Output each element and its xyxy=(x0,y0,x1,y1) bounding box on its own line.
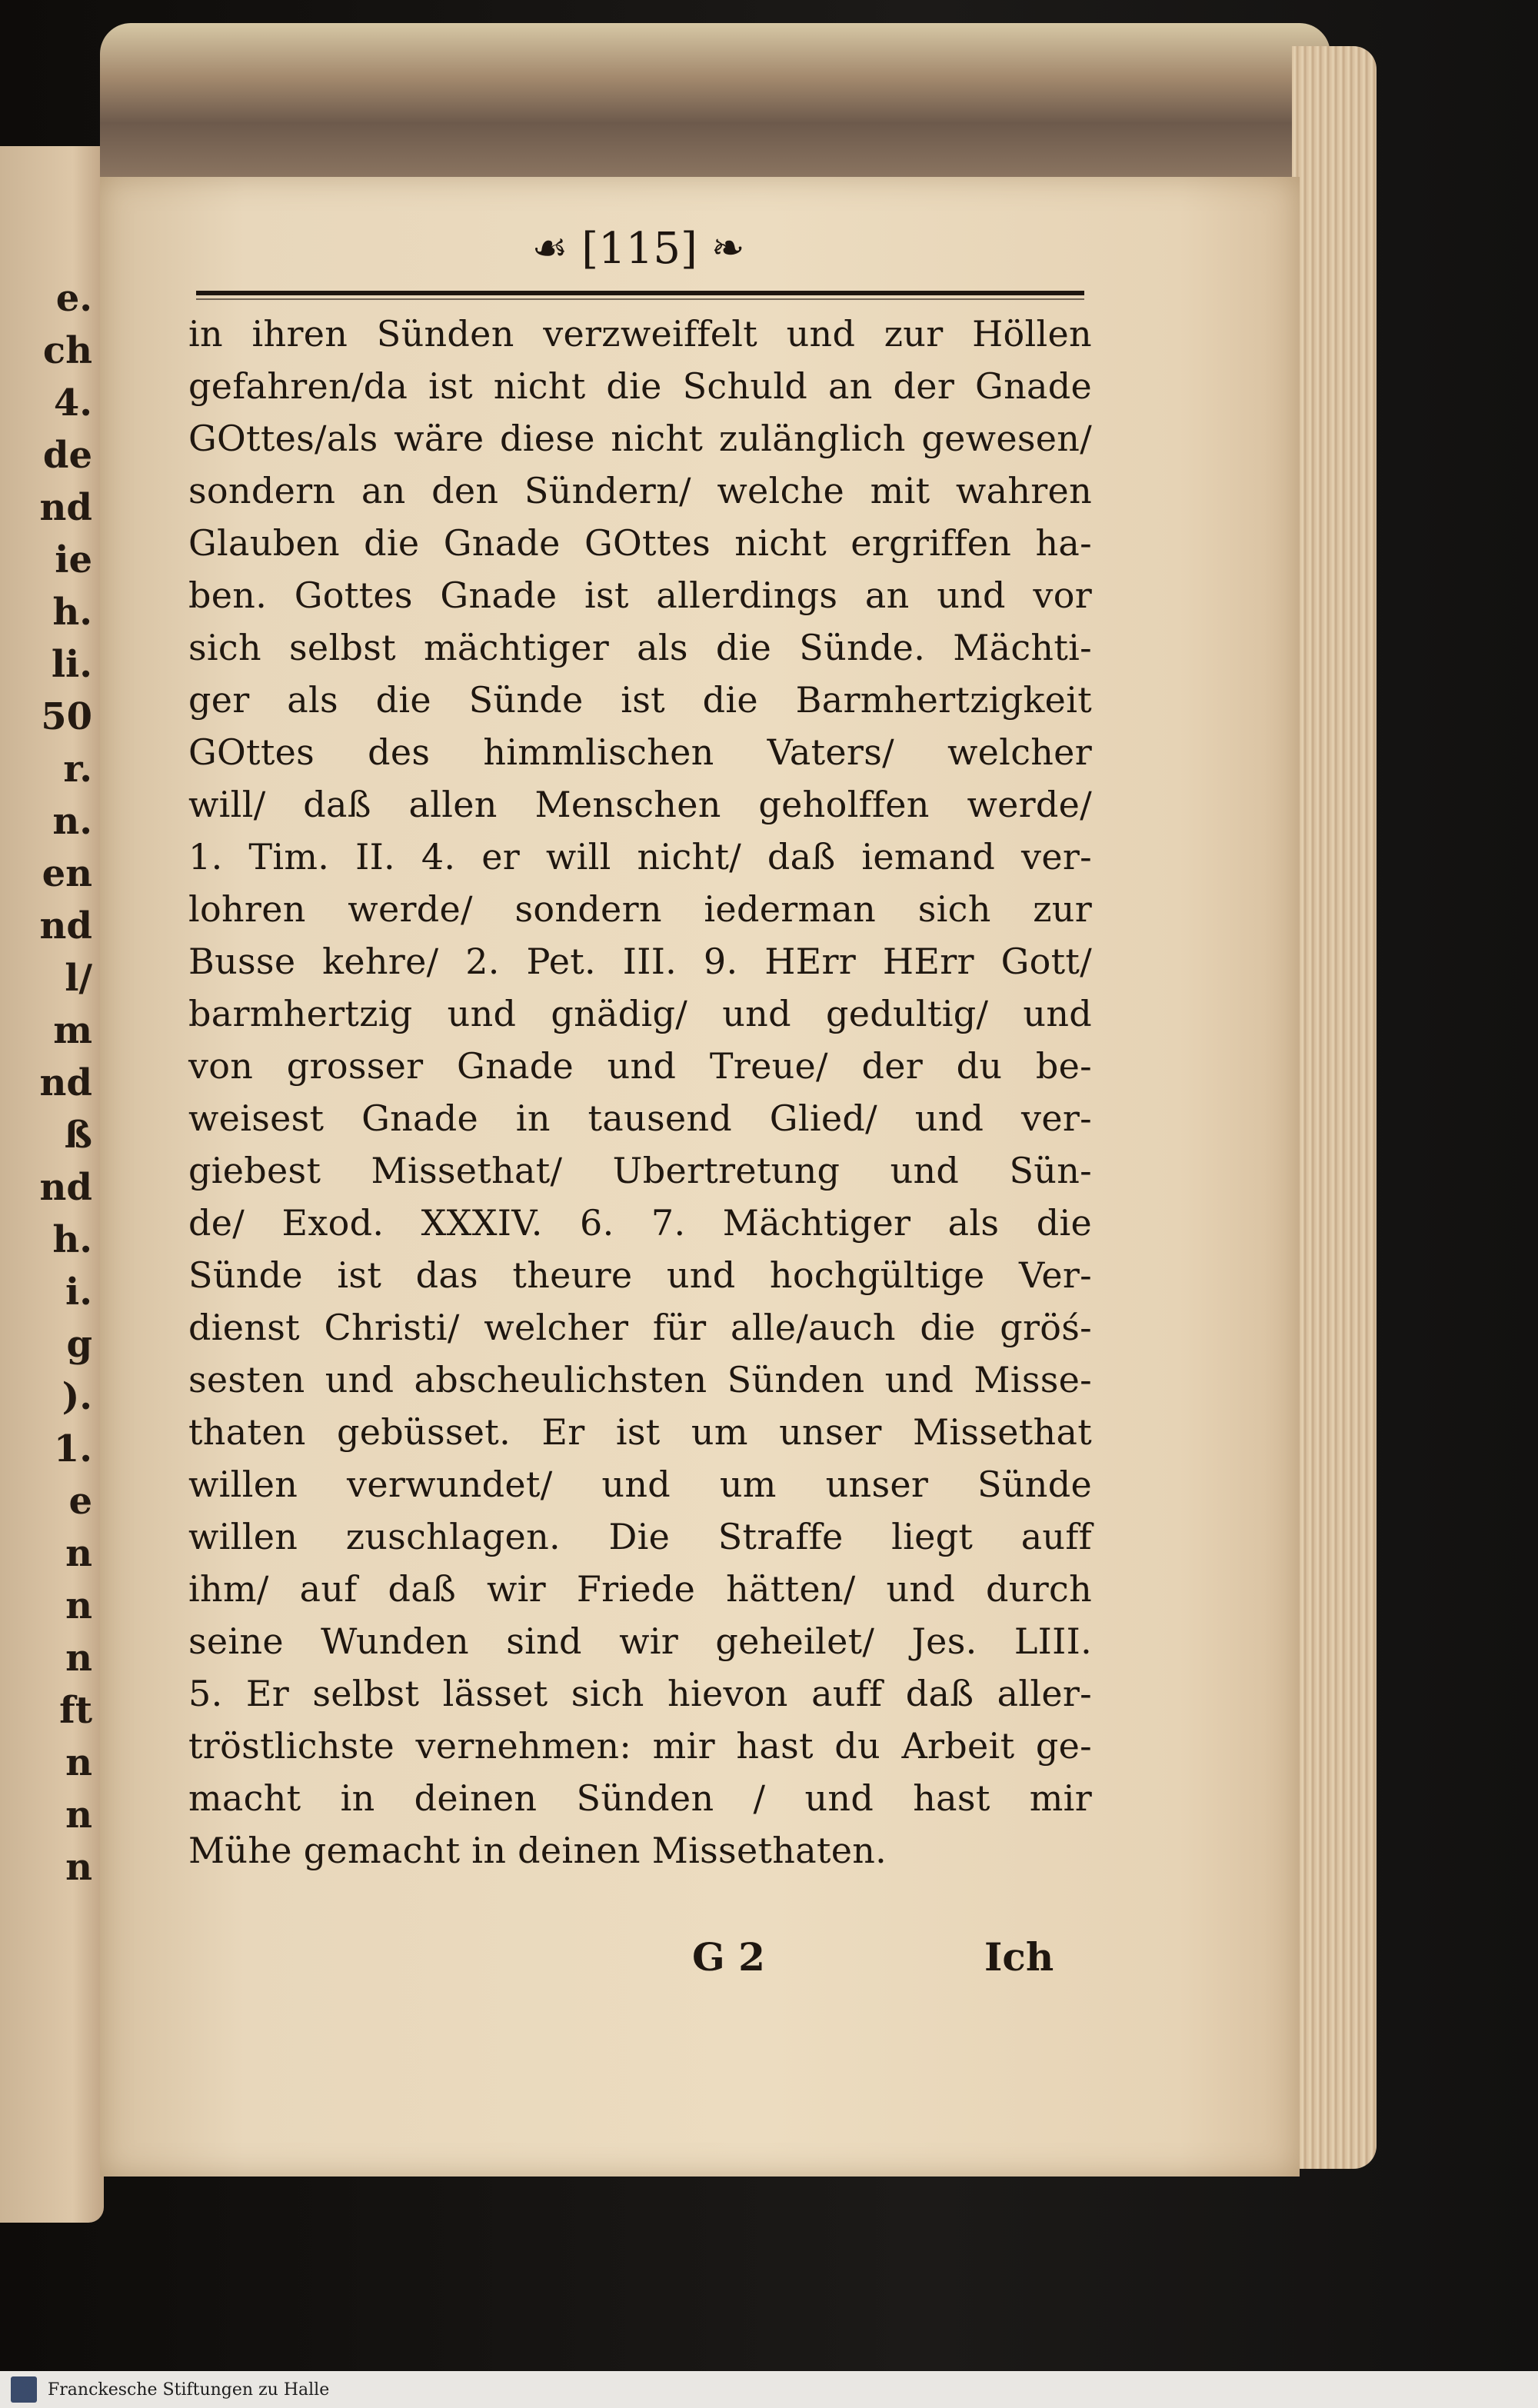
text-line: 5. Er selbst lässet sich hievon auff daß aller- xyxy=(188,1673,1092,1714)
facing-page-fragment: n xyxy=(65,1794,92,1837)
text-line: Sünde ist das theure und hochgültige Ver- xyxy=(188,1254,1092,1296)
facing-page-fragment: n xyxy=(65,1584,92,1627)
facing-page-fragment: nd xyxy=(39,1166,92,1209)
facing-page-fragment: nd xyxy=(39,1061,92,1104)
text-line: tröstlichste vernehmen: mir hast du Arbeit ge- xyxy=(188,1725,1092,1767)
facing-page-left xyxy=(0,146,104,2223)
facing-page-fragment: 4. xyxy=(53,381,92,425)
facing-page-fragment: ie xyxy=(55,538,92,581)
facing-page-fragment: l/ xyxy=(65,957,92,1000)
text-line: sesten und abscheulichsten Sünden und Misse- xyxy=(188,1359,1092,1401)
facing-page-fragment: i. xyxy=(65,1271,92,1314)
facing-page-fragment: ). xyxy=(62,1375,92,1418)
text-line: seine Wunden sind wir geheilet/ Jes. LIII. xyxy=(188,1620,1092,1662)
text-line: GOttes/als wäre diese nicht zulänglich gewesen/ xyxy=(188,418,1092,459)
catchword: Ich xyxy=(984,1934,1054,1980)
text-line: weisest Gnade in tausend Glied/ und ver- xyxy=(188,1097,1092,1139)
fleuron-right-icon: ❧ xyxy=(711,225,745,271)
facing-page-fragment: n xyxy=(65,1532,92,1575)
facing-page-fragment: n xyxy=(65,1846,92,1889)
facing-page-fragment: e xyxy=(68,1480,92,1523)
signature-mark: G 2 xyxy=(692,1934,765,1980)
text-line: willen verwundet/ und um unser Sünde xyxy=(188,1464,1092,1505)
facing-page-fragment: de xyxy=(42,434,92,477)
facing-page-fragment: en xyxy=(42,852,92,895)
institution-logo-icon xyxy=(11,2376,37,2403)
facing-page-fragment: h. xyxy=(52,1218,92,1261)
text-line: macht in deinen Sünden / und hast mir xyxy=(188,1777,1092,1819)
text-line: thaten gebüsset. Er ist um unser Missethat xyxy=(188,1411,1092,1453)
facing-page-fragment: g xyxy=(66,1323,92,1366)
text-line: sich selbst mächtiger als die Sünde. Mächti- xyxy=(188,627,1092,668)
text-line: gefahren/da ist nicht die Schuld an der Gnade xyxy=(188,365,1092,407)
text-line: willen zuschlagen. Die Straffe liegt auff xyxy=(188,1516,1092,1557)
text-line: giebest Missethat/ Ubertretung und Sün- xyxy=(188,1150,1092,1191)
page-block-edges xyxy=(1292,46,1377,2169)
text-line: in ihren Sünden verzweiffelt und zur Höllen xyxy=(188,313,1092,355)
book-top-edge xyxy=(100,23,1330,177)
header-rule-thin xyxy=(196,298,1084,300)
body-text xyxy=(188,308,1092,1877)
text-line: dienst Christi/ welcher für alle/auch die gröś- xyxy=(188,1307,1092,1348)
facing-page-fragment: n xyxy=(65,1637,92,1680)
text-line: Busse kehre/ 2. Pet. III. 9. HErr HErr Gott/ xyxy=(188,941,1092,982)
text-line: lohren werde/ sondern iederman sich zur xyxy=(188,888,1092,930)
facing-page-fragment: ft xyxy=(59,1689,92,1732)
facing-page-fragment: ch xyxy=(42,329,92,372)
facing-page-fragment: nd xyxy=(39,486,92,529)
facing-page-fragment: li. xyxy=(51,643,92,686)
facing-page-fragment: e. xyxy=(55,277,92,320)
text-line: barmhertzig und gnädig/ und gedultig/ und xyxy=(188,993,1092,1034)
text-line: de/ Exod. XXXIV. 6. 7. Mächtiger als die xyxy=(188,1202,1092,1244)
header-rule xyxy=(196,291,1084,295)
facing-page-fragment: 1. xyxy=(53,1427,92,1470)
page-number: [115] xyxy=(581,223,697,274)
facing-page-fragment: m xyxy=(53,1009,92,1052)
facing-page-fragment: n. xyxy=(52,800,92,843)
text-line: ihm/ auf daß wir Friede hätten/ und durch xyxy=(188,1568,1092,1610)
text-line: ben. Gottes Gnade ist allerdings an und vor xyxy=(188,575,1092,616)
page-header xyxy=(504,221,773,275)
footer-bar xyxy=(0,2371,1538,2408)
text-line: will/ daß allen Menschen geholffen werde/ xyxy=(188,784,1092,825)
facing-page-fragment: n xyxy=(65,1741,92,1784)
facing-page-fragment: 50 xyxy=(41,695,92,738)
text-line: Glauben die Gnade GOttes nicht ergriffen ha- xyxy=(188,522,1092,564)
fleuron-left-icon: ☙ xyxy=(531,225,568,271)
facing-page-fragment: h. xyxy=(52,591,92,634)
footer-institution: Franckesche Stiftungen zu Halle xyxy=(48,2380,330,2400)
text-line: ger als die Sünde ist die Barmhertzigkeit xyxy=(188,679,1092,721)
text-line: sondern an den Sündern/ welche mit wahren xyxy=(188,470,1092,511)
text-line: 1. Tim. II. 4. er will nicht/ daß iemand ver- xyxy=(188,836,1092,878)
text-line: von grosser Gnade und Treue/ der du be- xyxy=(188,1045,1092,1087)
facing-page-fragment: r. xyxy=(63,748,92,791)
facing-page-fragment: nd xyxy=(39,904,92,948)
text-line: Mühe gemacht in deinen Missethaten. xyxy=(188,1830,887,1871)
text-line: GOttes des himmlischen Vaters/ welcher xyxy=(188,731,1092,773)
facing-page-fragment: ß xyxy=(64,1114,92,1157)
